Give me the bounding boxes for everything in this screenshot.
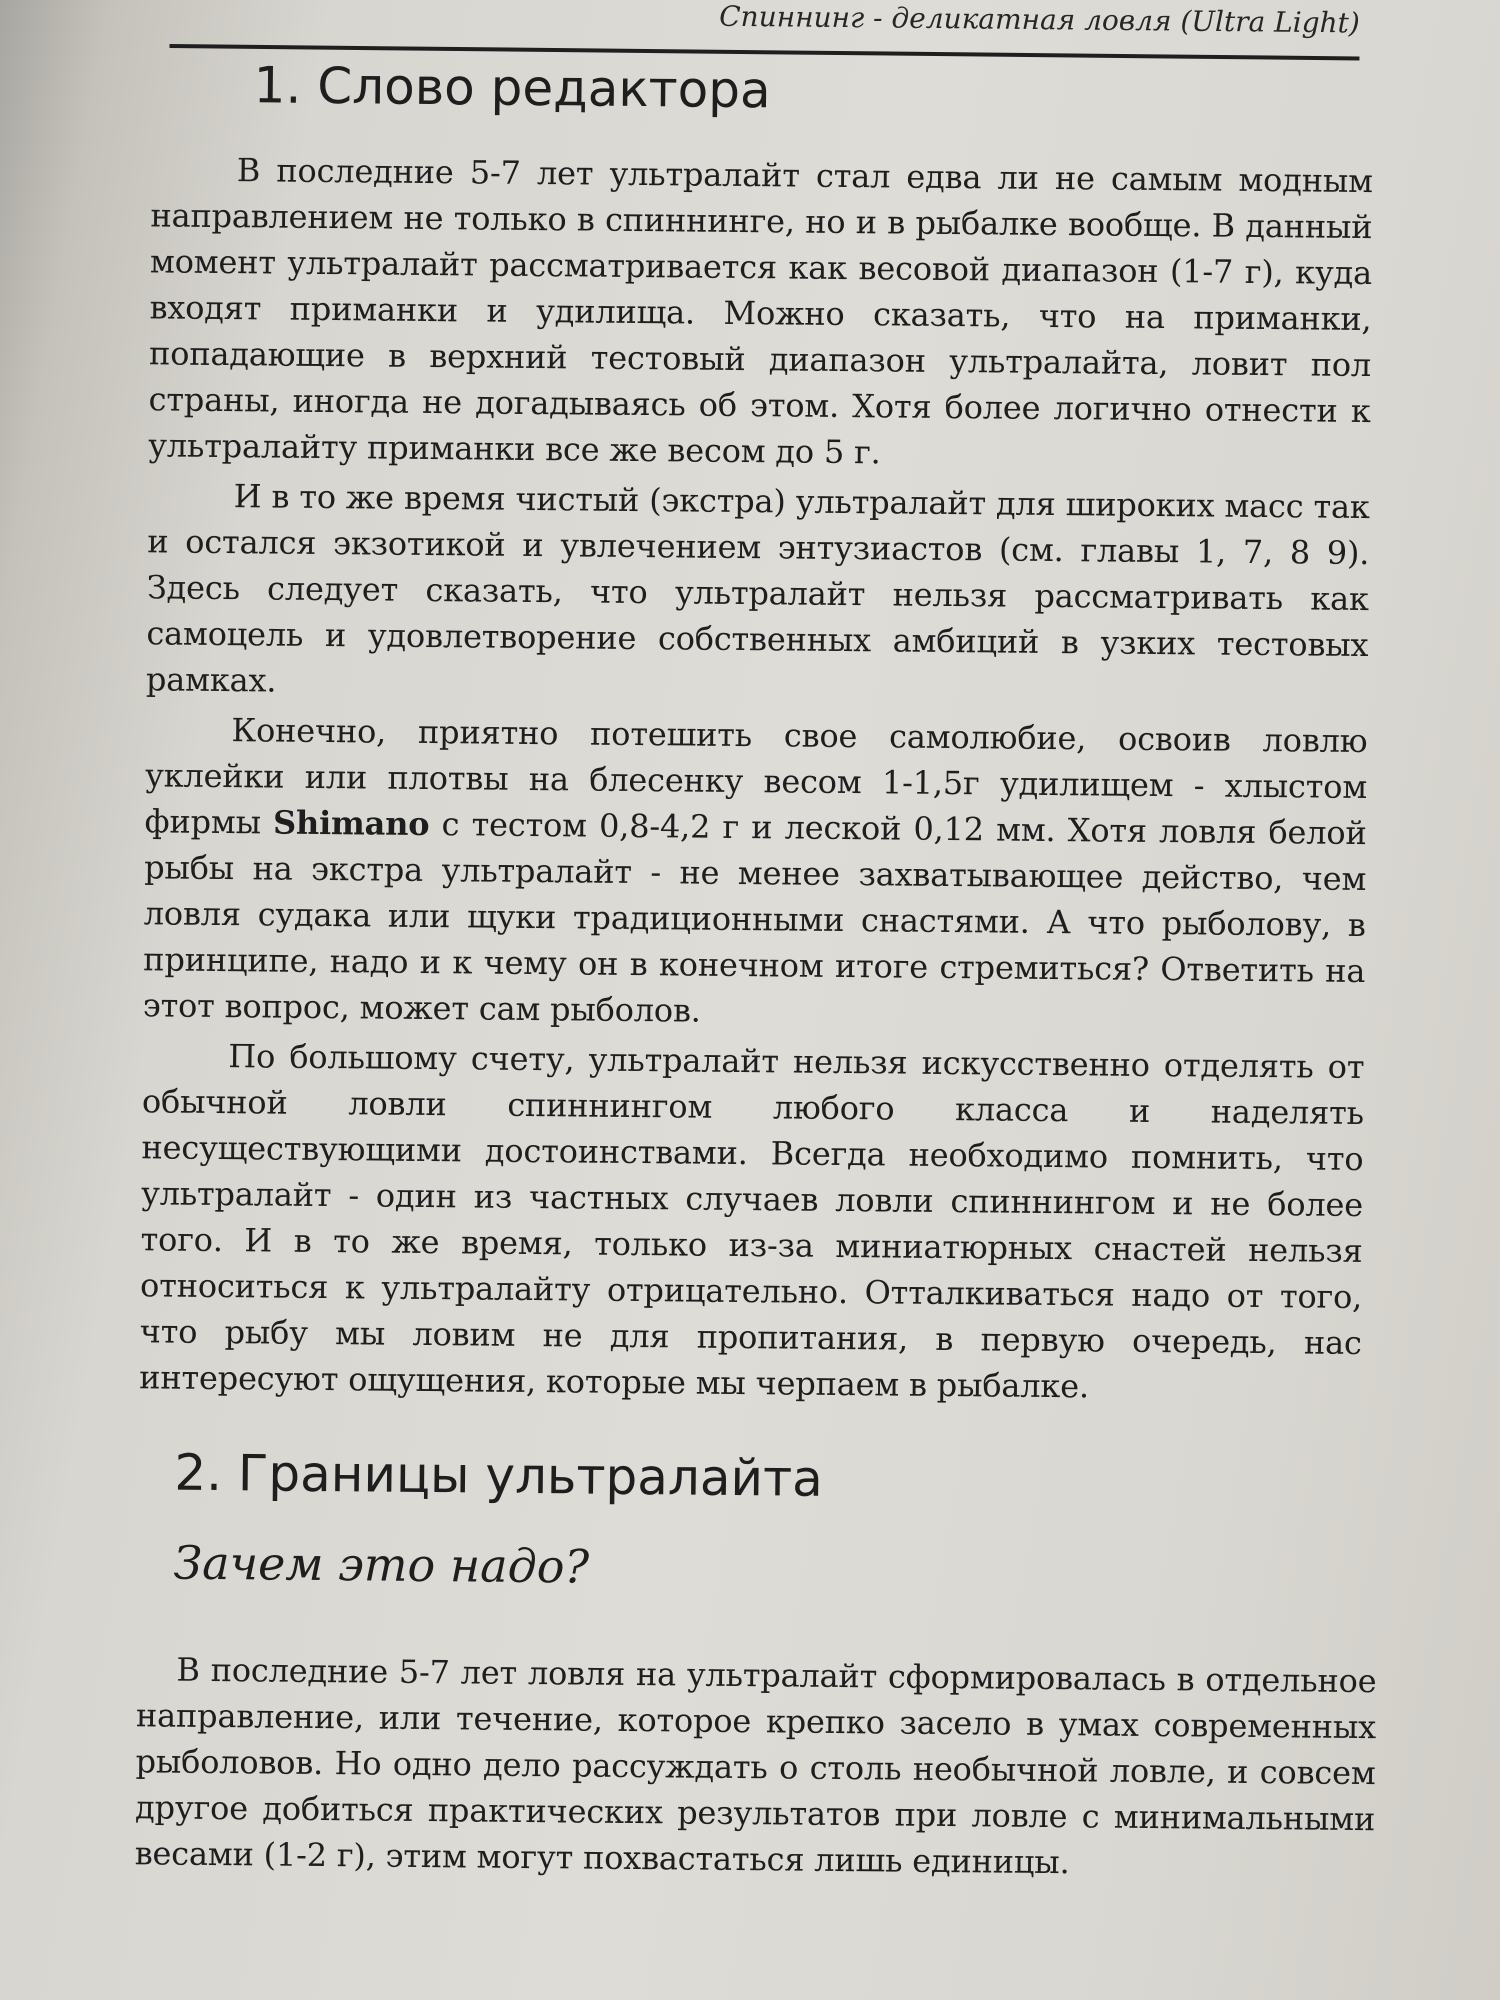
- page-content: [100, 52, 1395, 1888]
- paragraph: По большому счету, ультралайт нельзя искусственно отделять от обычной ловли спиннингом любого класса и наделять несуществующими достоинствами. Всегда необходимо помнить, что ультралайт - один из частных случаев ловли спиннингом и не более того. И в то же время, только из-за миниатюрных снастей нельзя относиться к ультралайту отрицательно. Отталкиваться надо от того, что рыбу мы ловим не для пропитания, в первую очередь, нас интересуют ощущения, которые мы черпаем в рыбалке.: [139, 1037, 1365, 1406]
- section-heading-editor-note: 1. Слово редактора: [253, 56, 771, 120]
- paragraph-text: с тестом 0,8-4,2 г и леской 0,12 мм. Хотя ловля белой рыбы на экстра ультралайт - не менее захватывающее действо, чем ловля судака или щуки традиционными снастями. А что рыболову, в принципе, надо и к чему он в конечном итоге стремиться? Ответить на этот вопрос, может сам рыболов.: [142, 805, 1367, 1030]
- section-editor-note-body: [139, 146, 1373, 1412]
- paragraph-text: Конечно, приятно потешить свое самолюбие, освоив ловлю уклейки или плотвы на блесенку весом 1-1,5г удилищем - хлыстом фирмы: [144, 711, 1368, 842]
- paragraph: В последние 5-7 лет ультралайт стал едва ли не самым модным направлением не только в спиннинге, но и в рыбалке вообще. В данный момент ультралайт рассматривается как весовой диапазон (1-7 г), куда входят приманки и удилища. Можно сказать, что на приманки, попадающие в верхний тестовый диапазон ультралайта, ловит пол страны, иногда не догадываясь об этом. Хотя более логично отнести к ультралайту приманки все же весом до 5 г.: [148, 151, 1374, 472]
- paragraph: В последние 5-7 лет ловля на ультралайт сформировалась в отдельное направление, или течение, которое крепко засело в умах современных рыболовов. Но одно дело рассуждать о столь необычной ловле, и совсем другое добиться практических результатов при ловле с минимальными весами (1-2 г), этим могут похвастаться лишь единицы.: [134, 1650, 1377, 1882]
- brand-name: Shimano: [272, 803, 430, 844]
- running-head-text: Спиннинг - деликатная ловля (Ultra Light): [719, 0, 1360, 40]
- section-heading-ultralight-limits: 2. Границы ультралайта: [174, 1443, 824, 1508]
- running-head: [169, 0, 1359, 60]
- paragraph: И в то же время чистый (экстра) ультралайт для широких масс так и остался экзотикой и увлечением энтузиастов (см. главы 1, 7, 8 9). Здесь следует сказать, что ультралайт нельзя рассматривать как самоцель и удовлетворение собственных амбиций в узких тестовых рамках.: [145, 477, 1370, 700]
- paragraph: [143, 706, 1368, 1040]
- subsection-heading: Зачем это надо?: [173, 1535, 590, 1594]
- section-ultralight-limits-body: [134, 1646, 1376, 1888]
